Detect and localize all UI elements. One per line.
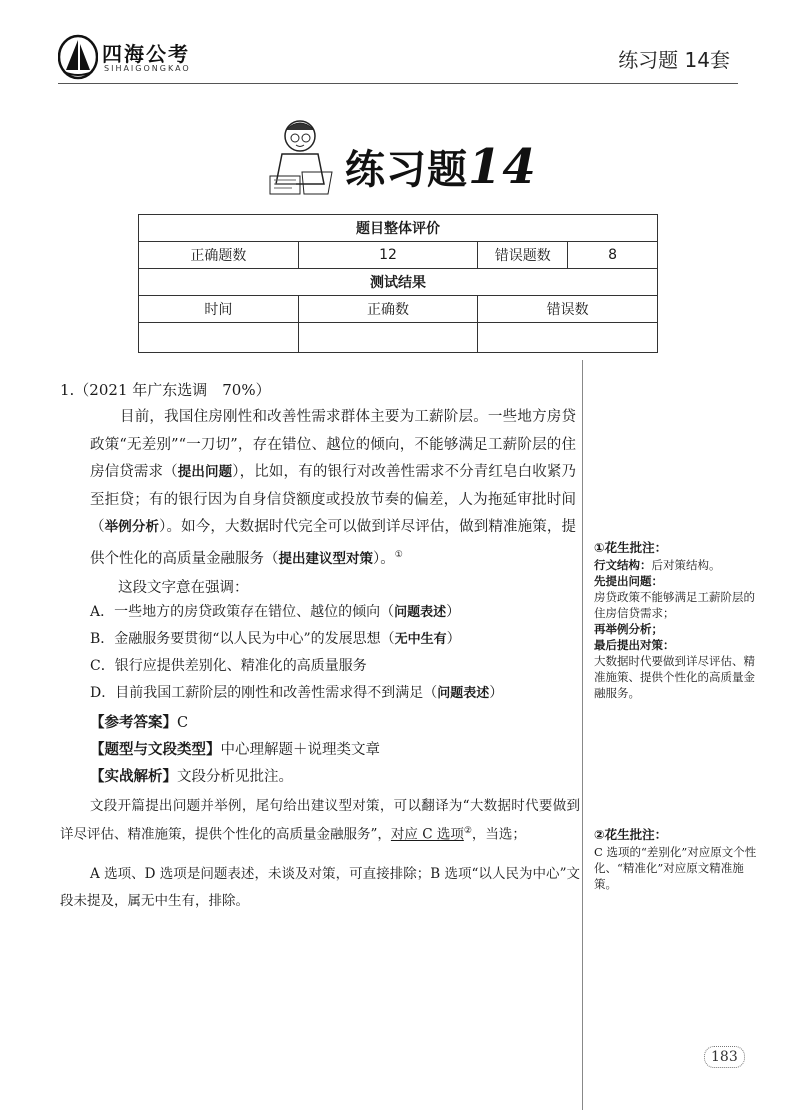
analysis-label: 【实战解析】 [90, 769, 177, 785]
side-note-line [594, 637, 764, 653]
side-note-line [594, 621, 764, 637]
time-cell [139, 323, 299, 353]
correct-column-header: 正确数 [298, 296, 478, 323]
passage-text: ）。如今，大数据时代完全可以做到详尽评估，做到精准施策，提供个性化的高质量金融服务（ [90, 519, 577, 567]
side-note-2 [594, 826, 764, 892]
correct-count-label: 正确题数 [139, 242, 299, 269]
practice-title-text: 练习题 [345, 147, 468, 193]
option-paren: ） [446, 604, 461, 620]
question-passage [90, 404, 576, 573]
side-note-bold: 最后提出对策： [594, 638, 675, 652]
header-divider [58, 83, 738, 84]
sihai-logo [58, 34, 218, 82]
option-b [90, 628, 461, 648]
wrong-count-value: 8 [568, 242, 658, 269]
passage-annotation: 提出建议型对策 [278, 550, 373, 567]
answer-label: 【参考答案】 [90, 715, 177, 731]
option-d [90, 682, 503, 702]
side-note-bold: 先提出问题： [594, 574, 663, 588]
answer-value: C [177, 715, 189, 731]
explanation-text: 文段开篇提出问题并举例，尾句给出建议型对策，可以翻译为“大数据时代要做到详尽评估、精准施策，提供个性化的高质量金融服务”， [60, 798, 580, 843]
set-title: 练习题 14套 [618, 48, 730, 72]
note-marker: ② [463, 826, 472, 836]
explanation-paragraph [60, 794, 580, 848]
question-stem: 这段文字意在强调： [118, 580, 249, 596]
side-note-bold: 再举例分析； [594, 622, 663, 636]
score-table [138, 214, 658, 353]
passage-text: ），比如，有的银行对改善性需求不分青红皂白收紧乃至拒贷；有的银行因为自身信贷额度或投放节奏的偏差，人为拖延审批时间（ [90, 464, 577, 535]
side-note-line [594, 653, 764, 701]
question-header: 1.（2021 年广东选调 70%） [60, 381, 271, 399]
page-number: 183 [704, 1046, 745, 1068]
correct-cell [298, 323, 478, 353]
side-note-line [594, 589, 764, 621]
side-note-title: ①花生批注： [594, 540, 668, 555]
qtype-label: 【题型与文段类型】 [90, 742, 221, 758]
option-c [90, 655, 367, 675]
note-marker: ① [394, 549, 403, 560]
passage-text: ）。 [373, 550, 395, 567]
explanation-paragraph: A 选项、D 选项是问题表述，未谈及对策，可直接排除；B 选项“以人民为中心”文段未提及，属无中生有，排除。 [60, 866, 580, 909]
reference-answer [90, 709, 188, 737]
sailboat-logo-icon [58, 34, 98, 80]
wrong-column-header: 错误数 [478, 296, 658, 323]
logo-brand-text: 四海公考 [102, 42, 190, 66]
wrong-cell [478, 323, 658, 353]
wrong-count-label: 错误题数 [478, 242, 568, 269]
side-note-text: C 选项的“差别化”对应原文个性化、“精准化”对应原文精准施策。 [594, 845, 757, 891]
side-note-text: 后对策结构。 [651, 558, 721, 572]
practice-title-number: 14 [468, 139, 537, 195]
side-note-title: ②花生批注： [594, 827, 668, 842]
time-column-header: 时间 [139, 296, 299, 323]
practice-title [345, 138, 537, 195]
option-text: A．一些地方的房贷政策存在错位、越位的倾向（ [90, 604, 395, 620]
analysis-value: 文段分析见批注。 [177, 769, 293, 785]
passage-annotation: 举例分析 [104, 519, 160, 535]
passage-annotation: 提出问题 [177, 464, 233, 480]
question-type [90, 736, 380, 764]
overall-eval-header: 题目整体评价 [139, 215, 658, 242]
option-tag: 无中生有 [394, 632, 447, 647]
side-note-line [594, 573, 764, 589]
option-text: B．金融服务要贯彻“以人民为中心”的发展思想（ [90, 631, 395, 647]
option-a [90, 601, 460, 621]
logo-sub-text: SIHAIGONGKAO [104, 64, 191, 73]
side-note-bold: 行文结构： [594, 558, 652, 572]
side-note-text: 房贷政策不能够满足工薪阶层的住房信贷需求； [594, 590, 755, 620]
side-note-1 [594, 539, 764, 701]
explanation-underlined: 对应 C 选项 [390, 826, 464, 843]
passage-text: 目前，我国住房刚性和改善性需求群体主要为工薪阶层。一些地方房贷政策“无差别”“一刀切”，存在错位、越位的倾向，不能够满足工薪阶层的住房信贷需求（ [90, 409, 576, 480]
qtype-value: 中心理解题＋说理类文章 [220, 742, 380, 758]
option-text: C．银行应提供差别化、精准化的高质量服务 [90, 658, 367, 674]
option-paren: ） [446, 631, 461, 647]
test-result-header: 测试结果 [139, 269, 658, 296]
side-note-text: 大数据时代要做到详尽评估、精准施策、提供个性化的高质量金融服务。 [594, 654, 755, 700]
correct-count-value: 12 [298, 242, 478, 269]
option-paren: ） [489, 685, 504, 701]
practical-analysis [90, 763, 293, 791]
student-cartoon-icon [262, 114, 342, 200]
option-text: D．目前我国工薪阶层的刚性和改善性需求得不到满足（ [90, 685, 438, 701]
option-tag: 问题表述 [394, 605, 447, 620]
option-tag: 问题表述 [437, 686, 490, 701]
margin-divider [582, 360, 583, 1110]
explanation-text: ，当选； [471, 826, 526, 843]
side-note-line [594, 557, 764, 573]
